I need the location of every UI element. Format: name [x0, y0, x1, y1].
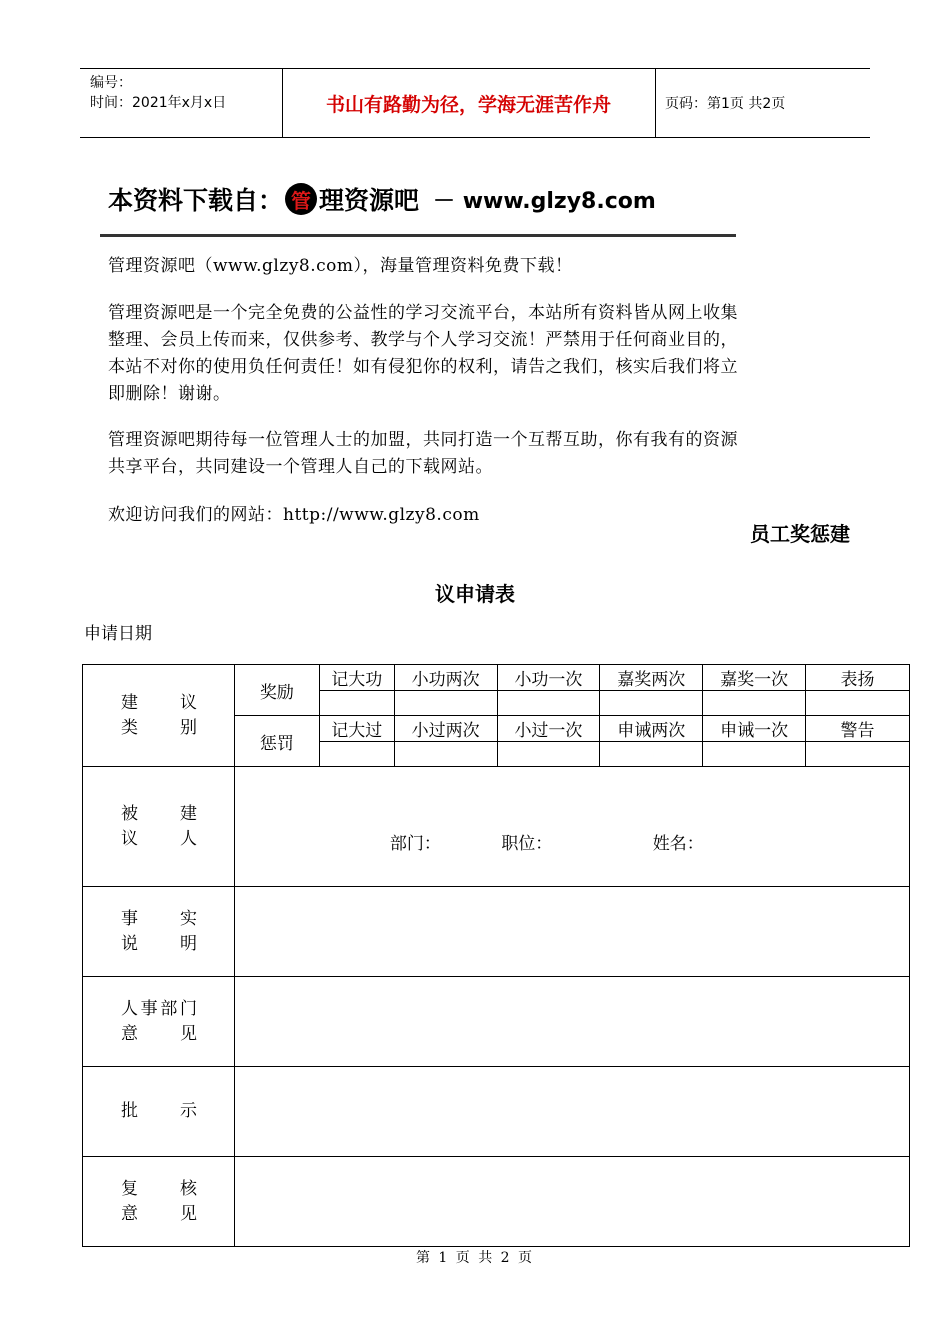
- banner-url[interactable]: － www.glzy8.com: [433, 188, 656, 214]
- download-banner: [108, 176, 728, 222]
- punish-option: 申诫两次: [600, 716, 703, 742]
- reward-option: 嘉奖一次: [703, 665, 806, 691]
- review-label-line1: 复 核: [121, 1178, 197, 1199]
- category-label-line2: 类 别: [121, 717, 197, 738]
- punish-mark-cell[interactable]: [319, 742, 394, 767]
- banner-prefix: 本资料下载自：: [108, 186, 284, 215]
- page-header: [80, 68, 870, 138]
- punish-option: 小过一次: [497, 716, 600, 742]
- title-part1: 员工奖惩建: [750, 522, 850, 546]
- banner-site-name: 理资源吧: [319, 186, 420, 215]
- category-label-cell: [83, 665, 235, 767]
- apply-date-label: 申请日期: [84, 624, 152, 644]
- review-field[interactable]: [234, 1157, 909, 1247]
- reward-option: 小功两次: [394, 665, 497, 691]
- facts-label-line2: 说 明: [121, 933, 197, 954]
- motto: 书山有路勤为径，学海无涯苦作舟: [325, 93, 611, 116]
- subject-label-cell: [83, 767, 235, 887]
- review-label-cell: [83, 1157, 235, 1247]
- reward-mark-cell[interactable]: [394, 691, 497, 716]
- banner-rule: [100, 234, 736, 237]
- page-info: 页码：第1页 共2页: [665, 96, 786, 112]
- reward-mark-cell[interactable]: [600, 691, 703, 716]
- review-label-line2: 意 见: [121, 1203, 197, 1224]
- reward-mark-cell[interactable]: [497, 691, 600, 716]
- punish-option: 申诫一次: [703, 716, 806, 742]
- approval-field[interactable]: [234, 1067, 909, 1157]
- punish-option: 记大过: [319, 716, 394, 742]
- divider: [655, 69, 656, 137]
- approval-label: 批 示: [121, 1101, 197, 1121]
- application-form: [82, 664, 910, 1247]
- hr-opinion-field[interactable]: [234, 977, 909, 1067]
- punish-label: 惩罚: [234, 716, 319, 767]
- reward-label: 奖励: [234, 665, 319, 716]
- reward-mark-cell[interactable]: [703, 691, 806, 716]
- time-label: 时间：2021年x月x日: [90, 95, 227, 111]
- punish-mark-cell[interactable]: [703, 742, 806, 767]
- hr-opinion-label-line2: 意 见: [121, 1023, 197, 1044]
- reward-option: 表扬: [806, 665, 910, 691]
- reward-mark-cell[interactable]: [319, 691, 394, 716]
- punish-mark-cell[interactable]: [806, 742, 910, 767]
- header-left: [90, 73, 226, 113]
- position-label: 职位：: [501, 834, 553, 854]
- facts-label-line1: 事 实: [121, 908, 197, 929]
- serial-label: 编号：: [90, 75, 132, 91]
- punish-mark-cell[interactable]: [600, 742, 703, 767]
- category-label-line1: 建 议: [121, 692, 197, 713]
- facts-field[interactable]: [234, 887, 909, 977]
- notice-para3: 管理资源吧期待每一位管理人士的加盟，共同打造一个互帮互助，你有我有的资源共享平台，共同建设一个管理人自己的下载网站。: [108, 430, 738, 477]
- punish-option: 警告: [806, 716, 910, 742]
- notice-line1: 管理资源吧（www.glzy8.com），海量管理资料免费下载！: [108, 256, 573, 276]
- punish-mark-cell[interactable]: [497, 742, 600, 767]
- reward-option: 记大功: [319, 665, 394, 691]
- hr-opinion-label-cell: [83, 977, 235, 1067]
- subject-label-line1: 被 建: [121, 803, 197, 824]
- reward-option: 嘉奖两次: [600, 665, 703, 691]
- page-footer: 第 1 页 共 2 页: [415, 1250, 535, 1266]
- name-label: 姓名：: [652, 834, 704, 854]
- hr-opinion-label-line1: 人事部门: [121, 998, 197, 1019]
- reward-option: 小功一次: [497, 665, 600, 691]
- notice-line4[interactable]: 欢迎访问我们的网站：http://www.glzy8.com: [108, 505, 480, 525]
- facts-label-cell: [83, 887, 235, 977]
- title-part2: 议申请表: [435, 582, 515, 606]
- site-logo-icon: 管: [285, 183, 317, 215]
- approval-label-cell: [83, 1067, 235, 1157]
- subject-info-field[interactable]: [234, 767, 909, 887]
- punish-option: 小过两次: [394, 716, 497, 742]
- reward-mark-cell[interactable]: [806, 691, 910, 716]
- punish-mark-cell[interactable]: [394, 742, 497, 767]
- subject-label-line2: 议 人: [121, 828, 197, 849]
- notice-para2: 管理资源吧是一个完全免费的公益性的学习交流平台，本站所有资料皆从网上收集整理、会员上传而来，仅供参考、教学与个人学习交流！严禁用于任何商业目的，本站不对你的使用负任何责任！如有侵犯你的权利，请告之我们，核实后我们将立即删除！谢谢。: [108, 303, 738, 404]
- dept-label: 部门：: [389, 834, 441, 854]
